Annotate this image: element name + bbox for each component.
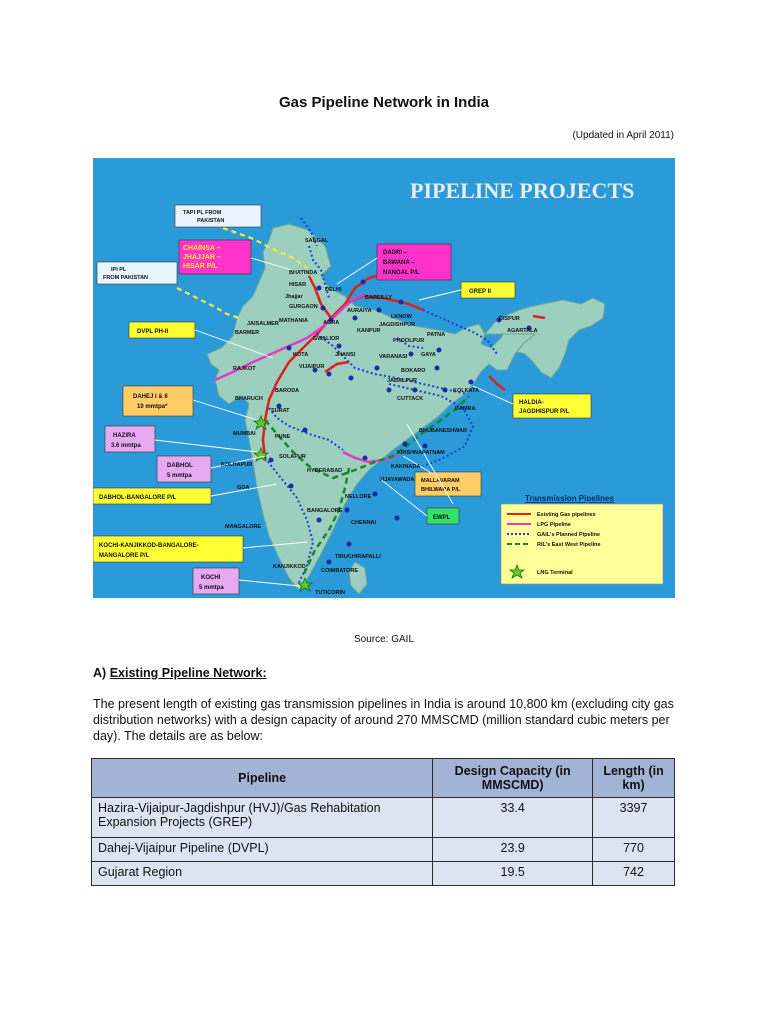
map-banner: PIPELINE PROJECTS: [410, 178, 635, 203]
svg-text:CHENNAI: CHENNAI: [351, 520, 377, 526]
svg-text:JABALPUR: JABALPUR: [387, 378, 417, 384]
box-mallavaram: [415, 472, 481, 496]
pipeline-map-svg: [93, 158, 675, 598]
svg-text:BAWANA –: BAWANA –: [383, 260, 415, 266]
svg-text:RAJKOT: RAJKOT: [233, 366, 256, 372]
svg-text:IPI PL: IPI PL: [111, 267, 127, 273]
cell-pipeline: Hazira-Vijaipur-Jagdishpur (HVJ)/Gas Rehabitation Expansion Projects (GREP): [92, 798, 433, 838]
svg-text:5 mmtpa: 5 mmtpa: [167, 473, 192, 479]
svg-text:PAKISTAN: PAKISTAN: [197, 218, 225, 224]
legend-planned: GAIL's Planned Pipeline: [537, 532, 601, 538]
svg-text:BAREILLY: BAREILLY: [365, 295, 392, 301]
svg-text:LKNOW: LKNOW: [391, 314, 412, 320]
svg-text:MANGALORE P/L: MANGALORE P/L: [99, 553, 150, 559]
svg-text:JAGDISHPUR: JAGDISHPUR: [379, 322, 416, 328]
svg-text:FROM PAKISTAN: FROM PAKISTAN: [103, 275, 149, 281]
box-hazira: [105, 426, 155, 452]
svg-text:HAZIRA: HAZIRA: [113, 433, 136, 439]
svg-text:JAISALMER: JAISALMER: [247, 321, 279, 327]
svg-text:DELHI: DELHI: [325, 287, 342, 293]
svg-text:BHILWARA P/L: BHILWARA P/L: [421, 487, 461, 493]
svg-text:CHAINSA –: CHAINSA –: [183, 245, 221, 252]
header-length: Length (in km): [593, 759, 675, 798]
svg-text:PHOOLPUR: PHOOLPUR: [393, 338, 425, 344]
box-haldia: [513, 394, 591, 418]
svg-text:5 mmtpa: 5 mmtpa: [199, 585, 224, 591]
svg-text:KANPUR: KANPUR: [357, 328, 381, 334]
header-pipeline: Pipeline: [92, 759, 433, 798]
section-heading: [93, 666, 267, 680]
svg-text:HYDERABAD: HYDERABAD: [307, 468, 343, 474]
legend-ril: RIL's East West Pipeline: [537, 542, 601, 548]
svg-text:KOCHI-KANJIKKOD-BANGALORE-: KOCHI-KANJIKKOD-BANGALORE-: [99, 543, 199, 549]
table-row: [92, 838, 675, 862]
svg-text:DADRI –: DADRI –: [383, 250, 408, 256]
box-dvpl: [129, 322, 195, 338]
svg-text:VARANASI: VARANASI: [379, 354, 408, 360]
table-row: [92, 862, 675, 886]
box-dadri: [377, 244, 451, 280]
svg-text:GWALIOR: GWALIOR: [313, 336, 340, 342]
box-dabhol: [157, 456, 211, 482]
svg-text:JHANSI: JHANSI: [335, 352, 356, 358]
svg-text:MATHANIA: MATHANIA: [279, 318, 308, 324]
svg-text:SURAT: SURAT: [271, 408, 290, 414]
cell-capacity: 19.5: [433, 862, 593, 886]
svg-text:KOCHI: KOCHI: [201, 575, 221, 581]
section-prefix: A): [93, 666, 107, 680]
svg-text:HALDIA-: HALDIA-: [519, 400, 544, 406]
table-header-row: [92, 759, 675, 798]
svg-text:DABHOL: DABHOL: [167, 463, 193, 469]
svg-text:JHAJJAR –: JHAJJAR –: [183, 254, 221, 261]
svg-text:VIJAYAWADA: VIJAYAWADA: [379, 477, 415, 483]
map-legend: [501, 494, 663, 584]
cell-pipeline: Dahej-Vijaipur Pipeline (DVPL): [92, 838, 433, 862]
box-dabhol-bangalore: [93, 488, 211, 504]
svg-text:PATNA: PATNA: [427, 332, 446, 338]
svg-text:AGRA: AGRA: [323, 320, 340, 326]
legend-title: Transmission Pipelines: [525, 494, 614, 503]
svg-text:TUTICORIN: TUTICORIN: [315, 590, 345, 596]
svg-text:GAYA: GAYA: [421, 352, 436, 358]
svg-text:DISPUR: DISPUR: [499, 316, 520, 322]
svg-text:PUNE: PUNE: [275, 434, 291, 440]
legend-lng: LNG Terminal: [537, 570, 573, 576]
page-title: Gas Pipeline Network in India: [278, 94, 490, 111]
source-note: Source: GAIL: [353, 634, 415, 645]
svg-text:NELLORE: NELLORE: [345, 494, 372, 500]
box-dahej: [123, 386, 193, 416]
svg-text:BOKARO: BOKARO: [401, 368, 426, 374]
svg-text:BANGALORE: BANGALORE: [307, 508, 343, 514]
svg-text:GURGAON: GURGAON: [289, 304, 318, 310]
box-chainsa: [179, 240, 251, 274]
svg-text:MANGALORE: MANGALORE: [225, 524, 262, 530]
svg-text:KAKINADA: KAKINADA: [391, 464, 421, 470]
svg-text:3.6 mmtpa: 3.6 mmtpa: [111, 443, 141, 449]
svg-text:KANJIKKOD: KANJIKKOD: [273, 564, 306, 570]
svg-text:Jhajjar: Jhajjar: [285, 294, 303, 300]
box-grep: [461, 282, 515, 298]
svg-text:JAGDHISPUR P/L: JAGDHISPUR P/L: [519, 409, 570, 415]
box-ipi: [97, 262, 177, 284]
cell-length: 742: [593, 862, 675, 886]
box-ewpl: [427, 508, 459, 524]
svg-text:HISAR: HISAR: [289, 282, 307, 288]
table-row: [92, 798, 675, 838]
svg-text:SANGAL: SANGAL: [305, 238, 329, 244]
srilanka-landmass: [349, 562, 367, 594]
svg-text:BHUBANESHWAR: BHUBANESHWAR: [419, 428, 467, 434]
section-title: Existing Pipeline Network:: [109, 666, 267, 680]
svg-text:AURAIYA: AURAIYA: [347, 308, 372, 314]
svg-text:DABHOL-BANGALORE P/L: DABHOL-BANGALORE P/L: [99, 495, 177, 501]
svg-text:DAHEJ I & II: DAHEJ I & II: [133, 394, 168, 400]
svg-text:COIMBATORE: COIMBATORE: [321, 568, 359, 574]
svg-text:GREP II: GREP II: [469, 289, 491, 295]
svg-text:KOTA: KOTA: [293, 352, 309, 358]
box-tapi: [175, 205, 261, 227]
svg-text:MALLAVARAM: MALLAVARAM: [421, 478, 460, 484]
svg-text:10 mmtpa*: 10 mmtpa*: [137, 404, 168, 410]
svg-text:DAMRA: DAMRA: [455, 406, 476, 412]
svg-text:AGARTALA: AGARTALA: [507, 328, 538, 334]
svg-text:KRISHNAPATNAM: KRISHNAPATNAM: [397, 450, 445, 456]
svg-text:NANGAL P/L: NANGAL P/L: [383, 270, 420, 276]
cell-capacity: 33.4: [433, 798, 593, 838]
svg-text:KOLHAPUR: KOLHAPUR: [221, 462, 253, 468]
box-kochi: [193, 568, 239, 594]
svg-text:BHATINDA: BHATINDA: [289, 270, 318, 276]
svg-text:EWPL: EWPL: [433, 515, 451, 521]
legend-lpg: LPG Pipeline: [537, 522, 571, 528]
svg-text:HISAR P/L: HISAR P/L: [183, 263, 218, 270]
svg-text:DVPL PH-II: DVPL PH-II: [137, 329, 169, 335]
pipeline-table: [91, 758, 675, 886]
box-kochi-kbm: [93, 536, 243, 562]
svg-text:BARMER: BARMER: [235, 330, 260, 336]
updated-note: (Updated in April 2011): [572, 130, 674, 141]
legend-existing: Existing Gas pipelines: [537, 512, 596, 518]
cell-capacity: 23.9: [433, 838, 593, 862]
svg-text:SOLAPUR: SOLAPUR: [279, 454, 306, 460]
cell-length: 3397: [593, 798, 675, 838]
svg-text:MUMBAI: MUMBAI: [233, 431, 256, 437]
svg-text:TIRUCHIRAPALLI: TIRUCHIRAPALLI: [335, 554, 381, 560]
svg-text:BHARUCH: BHARUCH: [235, 396, 263, 402]
svg-text:BARODA: BARODA: [275, 388, 300, 394]
header-capacity: Design Capacity (in MMSCMD): [433, 759, 593, 798]
pipeline-map: [93, 158, 675, 598]
cell-length: 770: [593, 838, 675, 862]
svg-text:TAPI PL FROM: TAPI PL FROM: [183, 210, 222, 216]
cell-pipeline: Gujarat Region: [92, 862, 433, 886]
svg-text:GOA: GOA: [237, 485, 250, 491]
svg-text:VIJAIPUR: VIJAIPUR: [299, 364, 325, 370]
intro-paragraph: The present length of existing gas transmission pipelines in India is around 10,800 km (excluding city gas distribution networks) with a design capacity of around 270 MMSCMD (million standard cubic meters per day). The details are as below:: [93, 697, 674, 743]
svg-text:KOLKATA: KOLKATA: [453, 388, 480, 394]
svg-text:CUTTACK: CUTTACK: [397, 396, 424, 402]
